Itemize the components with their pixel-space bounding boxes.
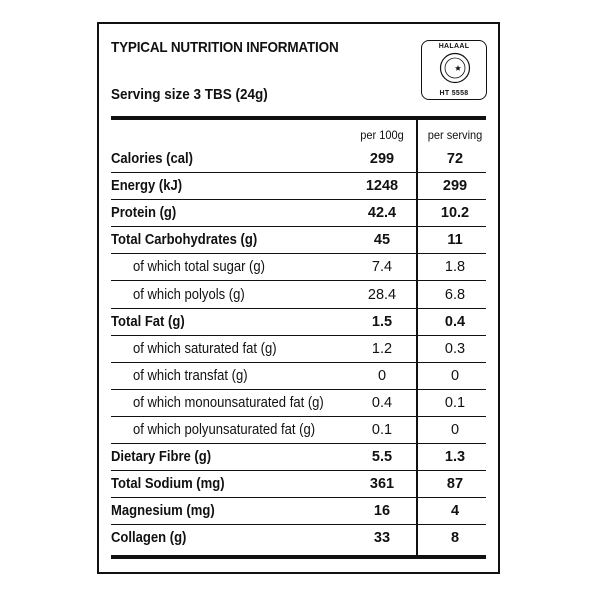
- nutrient-label: Energy (kJ): [111, 178, 183, 195]
- value-per-100g: 0.1: [371, 421, 393, 438]
- value-per-100g: 361: [369, 476, 395, 493]
- table-row: [111, 470, 486, 497]
- value-per-serving: 87: [446, 476, 464, 493]
- table-row: [111, 172, 486, 199]
- table-row: [111, 199, 486, 226]
- value-per-100g: 0: [377, 367, 387, 384]
- value-per-serving: 6.8: [444, 286, 466, 303]
- value-per-100g: 7.4: [371, 259, 393, 276]
- nutrient-label: Protein (g): [111, 205, 177, 222]
- table-row: [111, 308, 486, 335]
- value-per-100g: 1.2: [371, 340, 393, 357]
- value-per-100g: 16: [373, 503, 391, 520]
- footer-rule: [111, 555, 486, 559]
- table-row: [111, 280, 486, 307]
- value-per-100g: 5.5: [371, 449, 393, 466]
- nutrient-label: Magnesium (mg): [111, 503, 215, 520]
- nutrition-table: [111, 145, 486, 551]
- nutrient-label: Total Sodium (mg): [111, 476, 225, 493]
- value-per-serving: 10.2: [440, 205, 470, 222]
- value-per-100g: 45: [373, 232, 391, 249]
- table-row: [111, 226, 486, 253]
- value-per-serving: 0: [450, 421, 460, 438]
- table-row: [111, 362, 486, 389]
- value-per-serving: 72: [446, 150, 464, 167]
- table-row: [111, 416, 486, 443]
- value-per-100g: 28.4: [367, 286, 397, 303]
- nutrient-label: of which transfat (g): [133, 367, 248, 384]
- table-row: [111, 145, 486, 172]
- value-per-serving: 299: [442, 178, 468, 195]
- value-per-100g: 299: [369, 150, 395, 167]
- nutrient-label: Calories (cal): [111, 150, 193, 167]
- table-row: [111, 497, 486, 524]
- nutrient-label: of which polyols (g): [133, 286, 245, 303]
- nutrient-label: of which polyunsaturated fat (g): [133, 421, 316, 438]
- nutrient-label: of which monounsaturated fat (g): [133, 394, 324, 411]
- crescent-star-icon: [439, 52, 471, 84]
- table-row: [111, 389, 486, 416]
- nutrient-label: Total Fat (g): [111, 313, 185, 330]
- header-rule: [111, 116, 486, 120]
- value-per-serving: 0.4: [444, 313, 466, 330]
- value-per-100g: 1.5: [371, 313, 393, 330]
- nutrient-label: of which saturated fat (g): [133, 340, 277, 357]
- value-per-serving: 4: [450, 503, 460, 520]
- nutrient-label: of which total sugar (g): [133, 259, 266, 276]
- value-per-100g: 0.4: [371, 394, 393, 411]
- value-per-100g: 1248: [365, 178, 399, 195]
- table-row: [111, 443, 486, 470]
- value-per-100g: 33: [373, 530, 391, 547]
- nutrient-label: Dietary Fibre (g): [111, 449, 212, 466]
- seal-top-text: HALAAL: [438, 43, 470, 50]
- serving-size: Serving size 3 TBS (24g): [111, 86, 268, 103]
- table-row: [111, 524, 486, 551]
- value-per-serving: 1.3: [444, 449, 466, 466]
- value-per-serving: 0: [450, 367, 460, 384]
- nutrient-label: Total Carbohydrates (g): [111, 232, 258, 249]
- value-per-serving: 11: [447, 232, 463, 249]
- column-header-per-serving: per serving: [427, 128, 483, 142]
- value-per-serving: 0.1: [444, 394, 466, 411]
- nutrition-panel: [97, 22, 500, 574]
- value-per-serving: 0.3: [444, 340, 466, 357]
- table-row: [111, 335, 486, 362]
- value-per-serving: 8: [450, 530, 460, 547]
- halaal-seal-logo: [421, 40, 487, 100]
- column-header-per-100g: per 100g: [360, 128, 404, 142]
- panel-title: TYPICAL NUTRITION INFORMATION: [111, 39, 339, 56]
- seal-bottom-text: HT 5558: [439, 90, 469, 97]
- value-per-serving: 1.8: [444, 259, 466, 276]
- value-per-100g: 42.4: [367, 205, 397, 222]
- table-row: [111, 253, 486, 280]
- nutrient-label: Collagen (g): [111, 530, 187, 547]
